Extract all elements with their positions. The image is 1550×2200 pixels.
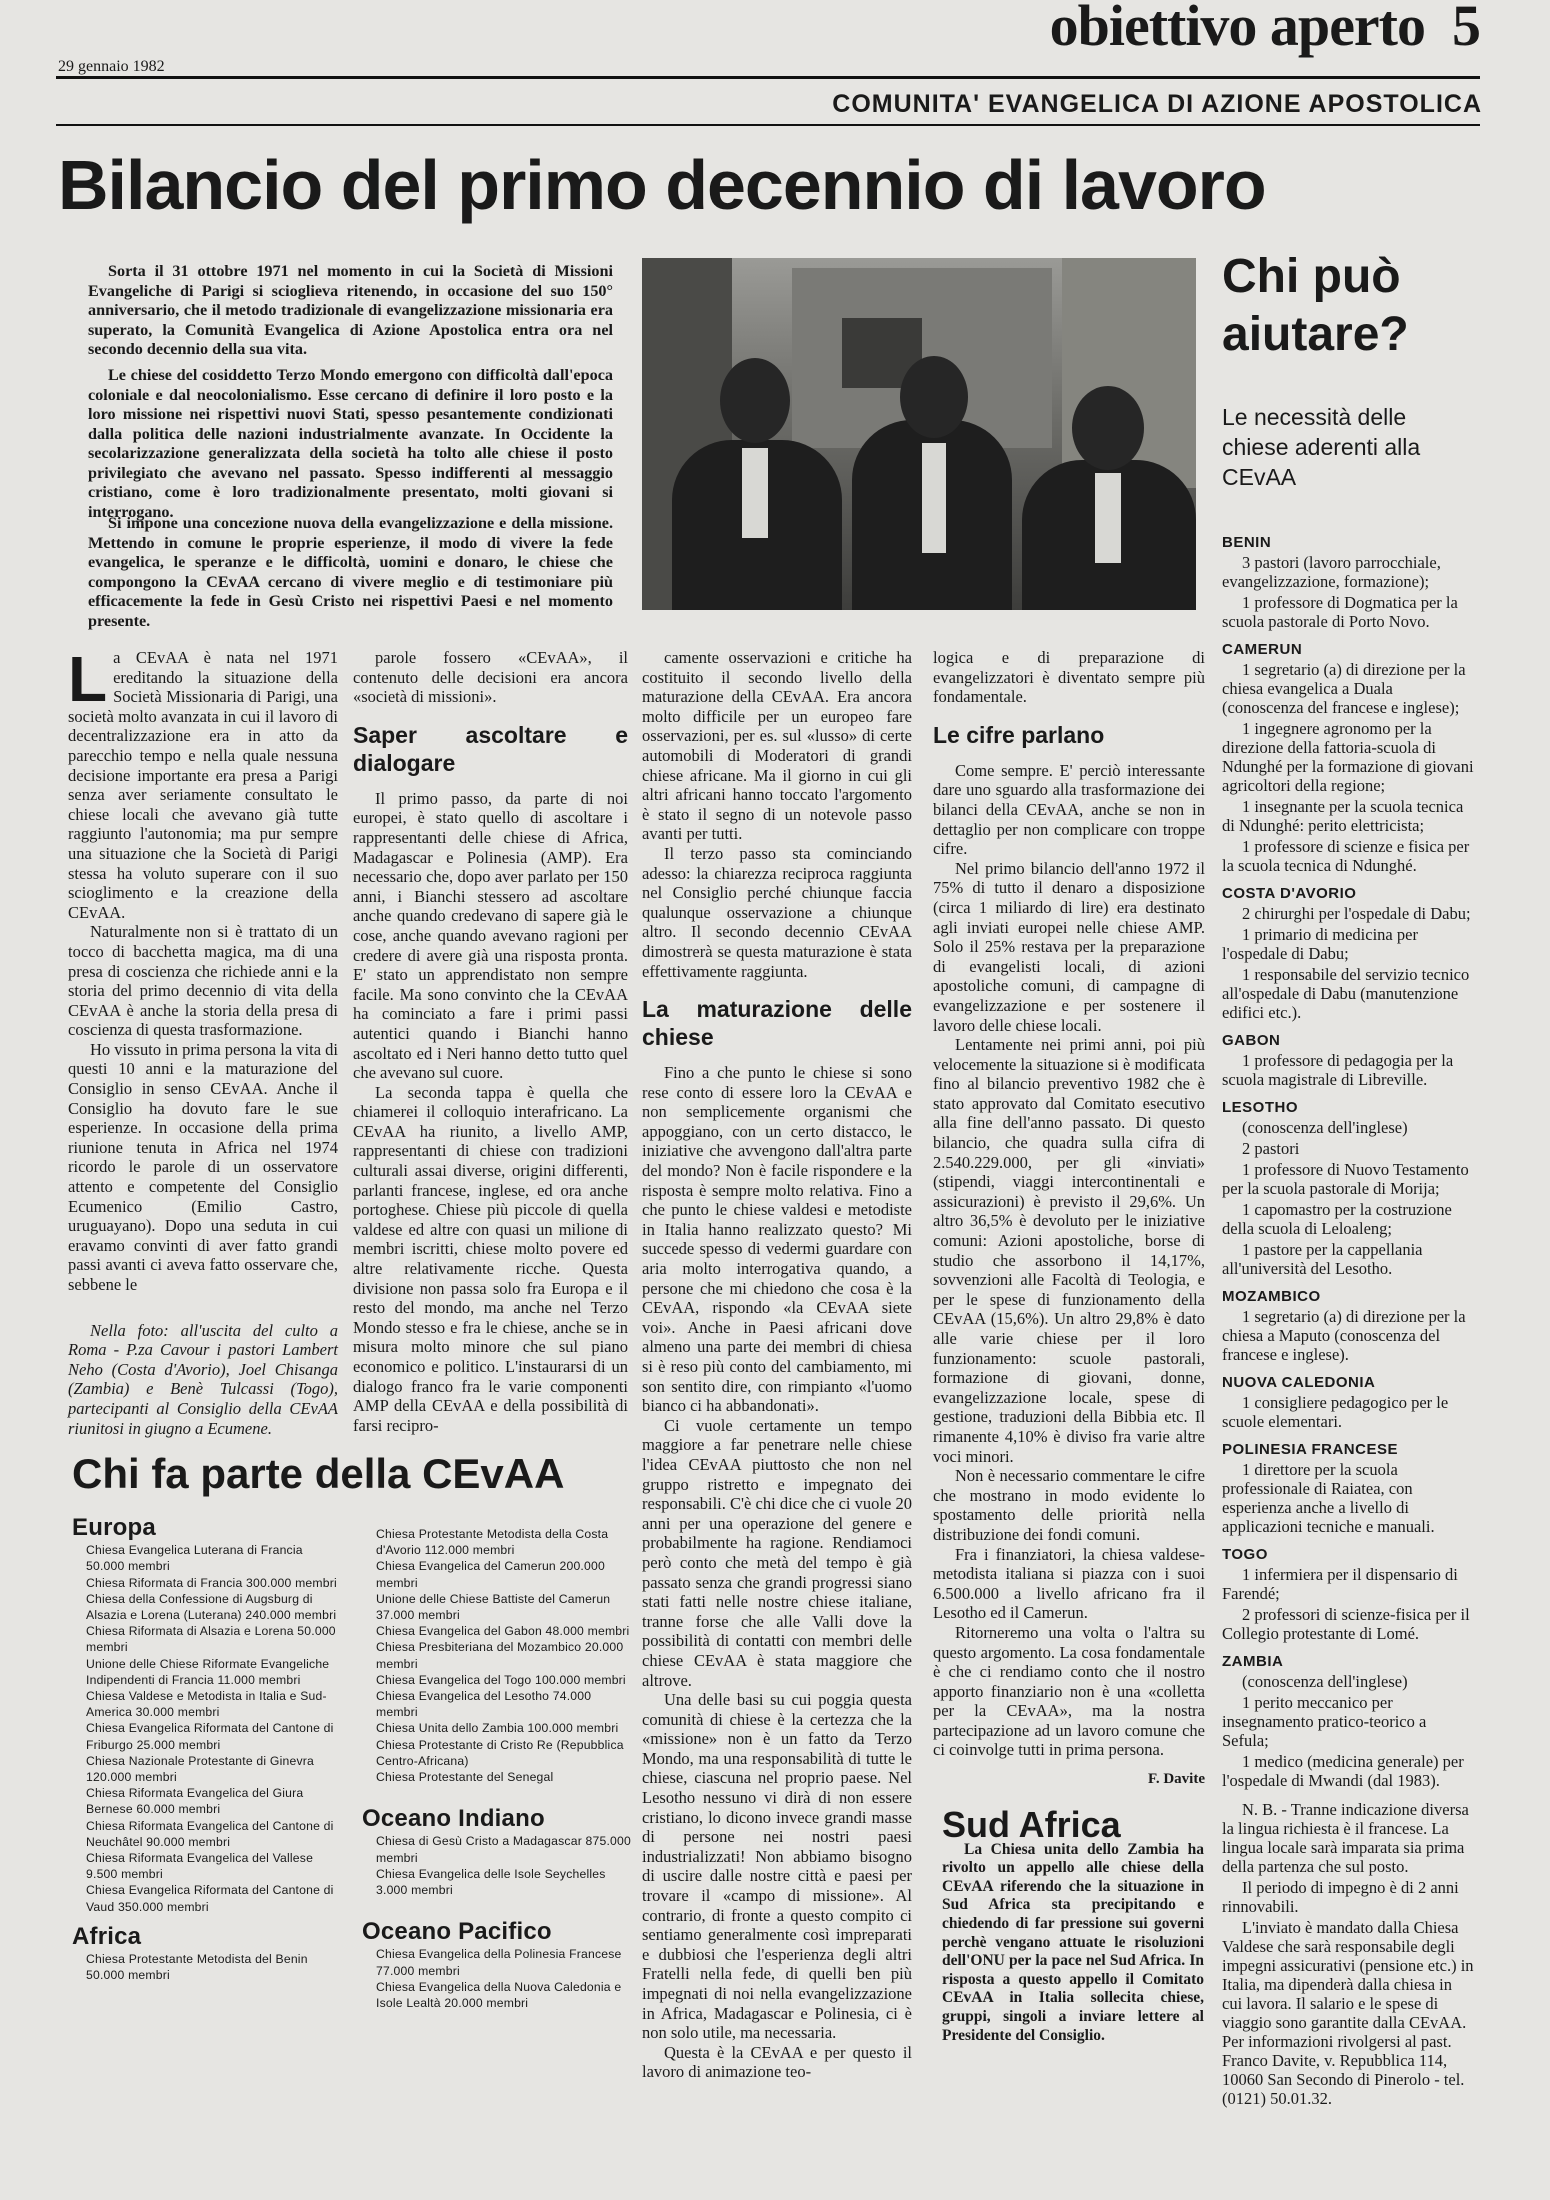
paragraph: parole fossero «CEvAA», il contenuto delle decisioni era ancora «società di missioni».	[353, 648, 628, 707]
subheading: Saper ascoltare e dialogare	[353, 721, 628, 776]
list-item: Chiesa Protestante Metodista del Benin 50.000 membri	[86, 1952, 308, 1983]
page-date: 29 gennaio 1982	[58, 58, 165, 75]
list-item: Chiesa Unita dello Zambia 100.000 membri	[376, 1721, 619, 1736]
region-title: Oceano Indiano	[362, 1805, 545, 1833]
photo-three-pastors	[642, 258, 1196, 610]
intro-paragraph: Sorta il 31 ottobre 1971 nel momento in cui la Società di Missioni Evangeliche di Parigi si scioglieva ritenendo, in occasione del suo 150° anniversario, che il metodo tradizionale di evangelizzazione missionaria era superato, la Comunità Evangelica di Azione Apostolica entra ora nel secondo decennio della sua vita.	[88, 262, 613, 358]
need-item: 2 chirurghi per l'ospedale di Dabu;	[1242, 904, 1471, 923]
list-item: Chiesa Evangelica delle Isole Seychelles 3.000 membri	[376, 1866, 606, 1898]
list-item: Chiesa Evangelica della Polinesia Francese 77.000 membri	[376, 1947, 622, 1978]
article-column-3	[642, 648, 912, 2082]
main-headline: Bilancio del primo decennio di lavoro	[58, 146, 1266, 224]
sidebar-subtitle: Le necessità delle chiese aderenti alla CEvAA	[1222, 404, 1421, 490]
country-heading: CAMERUN	[1222, 641, 1303, 658]
paragraph: Ritorneremo una volta o l'altra su questo argomento. La cosa fondamentale è che ci rendiamo conto che il nostro apporto finanziario non è una «colletta per la CEvAA», ma la nostra partecipazione ad un lavoro comune che ci coinvolge tutti in prima persona.	[933, 1622, 1205, 1760]
list-item: Chiesa Valdese e Metodista in Italia e Sud-America 30.000 membri	[86, 1689, 327, 1720]
paragraph: Fra i finanziatori, la chiesa valdese-metodista italiana si piazza con i suoi 6.500.000 a livello africano fra il Lesotho ed il Camerun.	[933, 1544, 1205, 1623]
note-paragraph: N. B. - Tranne indicazione diversa la lingua richiesta è il francese. La lingua locale sarà imparata sia prima della partenza che sul posto.	[1222, 1800, 1469, 1876]
paragraph: Nel primo bilancio dell'anno 1972 il 75% di tutto il denaro a disposizione (circa 1 miliardo di lire) era destinato agli inviati europei nelle chiese AMP. Solo il 25% restava per la preparazione di evangelisti locali, di azioni apostoliche comuni, di campagne di evangelizzazione e per sostenere il lavoro delle chiese locali.	[933, 858, 1205, 1035]
banner-rule	[56, 124, 1480, 126]
need-item: 1 consigliere pedagogico per le scuole elementari.	[1222, 1393, 1449, 1431]
needs-list	[1222, 524, 1474, 2110]
need-item: (conoscenza dell'inglese)	[1242, 1118, 1408, 1137]
paragraph: a CEvAA è nata nel 1971 ereditando la situazione della Società Missionaria di Parigi, una società molto avanzata in cui il lavoro di decentralizzazione era in atto da parecchio tempo e nella quale nessuna decisione importante era presa a Parigi senza aver seriamente consultato le chiese locali che avevano già tutte raggiunto l'autonomia; ma pur sempre una situazione che la Società di Parigi stessa ha voluto superare con il suo scioglimento e la creazione della CEvAA.	[68, 648, 338, 922]
list-item: Chiesa Evangelica del Togo 100.000 membri	[376, 1672, 626, 1687]
masthead-rule	[56, 76, 1480, 79]
page-number: 5	[1452, 0, 1480, 58]
list-item: Chiesa Riformata Evangelica del Cantone di Neuchâtel 90.000 membri	[86, 1818, 334, 1849]
list-item: Chiesa Evangelica del Gabon 48.000 membri	[376, 1624, 630, 1639]
paragraph: Ho vissuto in prima persona la vita di questi 10 anni e la maturazione del Consiglio in senso CEvAA. Anche il Consiglio ha dovuto fare le sue esperienze. In occasione della prima riunione tenuta in Africa nel 1974 ricordo le parole di un osservatore attento e competente del Consiglio Ecumenico (Emilio Castro, uruguayano). Dopo una seduta in cui eravamo convinti di aver fatto grandi passi avanti ci aveva fatto osservare che, sebbene le	[68, 1039, 338, 1294]
list-item: Chiesa Protestante di Cristo Re (Repubblica Centro-Africana)	[376, 1737, 624, 1768]
need-item: 1 perito meccanico per insegnamento pratico-teorico a Sefula;	[1222, 1693, 1427, 1750]
author-signature: F. Davite	[1148, 1771, 1205, 1788]
need-item: 1 segretario (a) di direzione per la chiesa a Maputo (conoscenza del francese e inglese).	[1222, 1307, 1466, 1364]
paragraph: Ci vuole certamente un tempo maggiore a far penetrare nelle chiese l'idea CEvAA piuttosto che non nel gruppo ristretto e impegnato dei responsabili. C'è chi dice che ci vuole 20 anni per una operazione del genere e probabilmente ha ragione. Rendiamoci però conto che metà del tempo è già passato senza che grandi progressi siano stati fatti nelle nostre chiese italiane, tranne forse che alle Valli dove la possibilità di contatti con membri delle chiese CEvAA è stata maggiore che altrove.	[642, 1415, 912, 1690]
intro-paragraph: Si impone una concezione nuova della evangelizzazione e della missione. Mettendo in comune le proprie esperienze, il modo di vivere la fede evangelica, le speranze e le difficoltà, uomini e donaro, le chiese che compongono la CEvAA cercano di vivere meglio e di testimoniare più efficacemente la fede in Gesù Cristo nei rispettivi Paesi e nel momento presente.	[88, 514, 613, 630]
section-banner: COMUNITA' EVANGELICA DI AZIONE APOSTOLICA	[832, 90, 1482, 118]
publication-name: obiettivo aperto	[1049, 0, 1425, 58]
sud-africa-box	[942, 1804, 1204, 2045]
list-item: Chiesa Evangelica del Camerun 200.000 membri	[376, 1559, 605, 1590]
region-title: Europa	[72, 1514, 156, 1541]
members-list-left	[72, 1514, 344, 1983]
list-item: Chiesa Riformata di Alsazia e Lorena 50.000 membri	[86, 1624, 336, 1655]
sidebar-title: Chi può aiutare?	[1222, 250, 1409, 361]
region-title: Oceano Pacifico	[362, 1918, 552, 1946]
need-item: 1 capomastro per la costruzione della scuola di Leloaleng;	[1222, 1200, 1452, 1238]
country-heading: NUOVA CALEDONIA	[1222, 1374, 1376, 1391]
list-item: Chiesa Riformata di Francia 300.000 membri	[86, 1575, 337, 1590]
list-item: Chiesa Presbiteriana del Mozambico 20.000 membri	[376, 1640, 624, 1671]
paragraph: Il terzo passo sta cominciando adesso: la chiarezza reciproca raggiunta nel Consiglio perché chiunque faccia qualunque osservazione a chiunque altro. Il secondo decennio CEvAA dimostrerà se questa maturazione è stata effettivamente raggiunta.	[642, 843, 912, 981]
country-heading: LESOTHO	[1222, 1099, 1299, 1116]
paragraph: Lentamente nei primi anni, poi più velocemente la situazione si è modificata fino al bilancio preventivo 1982 che è stato approvato dal Comitato esecutivo alla fine dell'anno passato. Di questo bilancio, che quadra sulla cifra di 2.540.229.000, per gli «inviati» (stipendi, viaggi intercontinentali e assicurazioni) è previsto il 29,6%. Un altro 36,5% è devoluto per le iniziative comuni: Azioni apostoliche, borse di studio che assorbono il 14,17%, sovvenzioni alle Facoltà di Teologia, e per le spese di funzionamento della CEvAA (15,6%). Un altro 29,8% è dato alle varie chiese per il loro funzionamento: scuole pastorali, formazione di giovani, donne, evangelizzazione locale, spese di gestione, traduzioni della Bibbia etc. Il rimanente 4,10% è diviso fra varie altre voci minori.	[933, 1035, 1205, 1466]
members-title: Chi fa parte della CEvAA	[72, 1450, 565, 1497]
article-column-1	[68, 643, 338, 1438]
need-item: 1 medico (medicina generale) per l'ospedale di Mwandi (dal 1983).	[1222, 1752, 1464, 1790]
country-heading: BENIN	[1222, 534, 1272, 551]
country-heading: MOZAMBICO	[1222, 1288, 1321, 1305]
need-item: 1 professore di Dogmatica per la scuola pastorale di Porto Novo.	[1222, 593, 1458, 631]
country-heading: COSTA D'AVORIO	[1222, 885, 1357, 902]
list-item: Chiesa Evangelica del Lesotho 74.000 membri	[376, 1689, 592, 1720]
need-item: 1 pastore per la cappellania all'università del Lesotho.	[1222, 1240, 1423, 1278]
list-item: Unione delle Chiese Riformate Evangeliche Indipendenti di Francia 11.000 membri	[86, 1656, 330, 1687]
note-paragraph: Il periodo di impegno è di 2 anni rinnovabili.	[1222, 1878, 1459, 1916]
list-item: Chiesa Protestante Metodista della Costa d'Avorio 112.000 membri	[376, 1527, 609, 1558]
need-item: 1 professore di Nuovo Testamento per la scuola pastorale di Morija;	[1222, 1160, 1469, 1198]
subheading: Le cifre parlano	[933, 721, 1105, 748]
paragraph: camente osservazioni e critiche ha costituito il secondo livello della maturazione della CEvAA. Era ancora molto difficile per un europeo fare osservazioni, per es. sul «lusso» di certe automobili di Moderatori di grandi chiese africane. Ma il giorno in cui gli altri africani hanno toccato l'argomento è stato il segno di un notevole passo avanti per tutti.	[642, 648, 912, 844]
need-item: 1 infermiera per il dispensario di Farendé;	[1222, 1565, 1458, 1603]
list-item: Chiesa Riformata Evangelica del Giura Bernese 60.000 membri	[86, 1786, 304, 1817]
region-title: Africa	[72, 1922, 142, 1950]
list-item: Chiesa Evangelica della Nuova Caledonia e Isole Lealtà 20.000 membri	[376, 1979, 622, 2011]
country-heading: POLINESIA FRANCESE	[1222, 1441, 1398, 1458]
need-item: 1 segretario (a) di direzione per la chiesa evangelica a Duala (conoscenza del francese e inglese);	[1222, 660, 1466, 717]
note-paragraph: L'inviato è mandato dalla Chiesa Valdese che sarà responsabile degli impegni assicurativi (pensione etc.) in Italia, ma dipenderà dalla chiesa in cui lavora. Il salario e le spese di viaggio sono garantite dalla CEvAA. Per informazioni rivolgersi al past. Franco Davite, v. Repubblica 114, 10060 San Secondo di Pinerolo - tel. (0121) 50.01.32.	[1222, 1918, 1474, 2108]
paragraph: Non è necessario commentare le cifre che mostrano in modo evidente lo spostamento delle priorità nella distribuzione dei fondi comuni.	[933, 1466, 1205, 1544]
paragraph: La Chiesa unita dello Zambia ha rivolto un appello alle chiese della CEvAA riferendo che la situazione in Sud Africa sta precipitando e chiedendo di far pressione sui governi perchè vengano attuate le risoluzioni dell'ONU per la pace nel Sud Africa. In risposta a questo appello il Comitato CEvAA in Italia sollecita chiese, gruppi, singoli a inviare lettere al Presidente del Consiglio.	[942, 1840, 1204, 2044]
need-item: 1 insegnante per la scuola tecnica di Ndunghé: perito elettricista;	[1222, 797, 1464, 835]
need-item: 1 direttore per la scuola professionale di Raiatea, con esperienza anche a livello di applicazioni tecniche e manuali.	[1222, 1460, 1435, 1536]
drop-cap: L	[68, 643, 108, 715]
list-item: Chiesa Nazionale Protestante di Ginevra 120.000 membri	[86, 1753, 314, 1785]
need-item: 1 responsabile del servizio tecnico all'ospedale di Dabu (manutenzione edifici etc.).	[1222, 965, 1470, 1022]
list-item: Unione delle Chiese Battiste del Camerun 37.000 membri	[376, 1591, 611, 1623]
list-item: Chiesa Evangelica Riformata del Cantone di Friburgo 25.000 membri	[86, 1721, 334, 1752]
need-item: 2 professori di scienze-fisica per il Collegio protestante di Lomé.	[1222, 1605, 1470, 1643]
list-item: Chiesa della Confessione di Augsburg di Alsazia e Lorena (Luterana) 240.000 membri	[86, 1591, 337, 1623]
country-heading: TOGO	[1222, 1546, 1268, 1563]
subheading: La maturazione delle chiese	[642, 996, 912, 1051]
need-item: 1 professore di pedagogia per la scuola magistrale di Libreville.	[1222, 1051, 1454, 1089]
paragraph: Una delle basi su cui poggia questa comunità di chiese è la certezza che la «missione» non è un fatto da Terzo Mondo, ma una responsabilità di tutte le chiese, ciascuna nel proprio paese. Nel Lesotho nessuno vi dirà di non essere cristiano, lo dicono invece grandi masse di persone nei nostri paesi industrializzati! Non abbiamo bisogno di uscire dalle nostre città e paesi per trovare il «campo di missione». Al contrario, di fronte a questo compito ci sentiamo generalmente così impreparati e dubbiosi che l'esperienza degli altri Fratelli nella fede, di quelli ben più impegnati di noi nella evangelizzazione in Africa, Madagascar e Polinesia, ci è non solo utile, ma necessaria.	[642, 1690, 912, 2043]
list-item: Chiesa Protestante del Senegal	[376, 1770, 554, 1785]
need-item: 2 pastori	[1242, 1139, 1300, 1158]
list-item: Chiesa di Gesù Cristo a Madagascar 875.000 membri	[376, 1834, 631, 1865]
country-heading: ZAMBIA	[1222, 1653, 1284, 1670]
paragraph: Fino a che punto le chiese si sono rese conto di essere loro la CEvAA e non semplicemente organismi che appoggiano, con un certo distacco, le iniziative che avvengono dall'altra parte del mondo? Non è facile rispondere e la risposta è sempre molto relativa. Fino a che punto le chiese valdesi e metodiste in Italia hanno realizzato questo? Mi succede spesso di vedermi guardare con aria molto interrogativa quando, a persone che mi chiedono che cosa è la CEvAA, rispondo «la CEvAA siete voi». Anche in Paesi africani dove almeno una parte dei membri di chiesa si è reso più conto del cambiamento, mi son sentito dire, con rimpianto «l'uomo bianco ci ha abbandonati».	[642, 1063, 912, 1416]
masthead-title	[1050, 0, 1480, 59]
paragraph: La seconda tappa è quella che chiamerei il colloquio interafricano. La CEvAA ha riunito, a livello AMP, rappresentanti di chiese con tradizioni culturali assai diverse, origini differenti, parlanti francese, inglese, ed ora anche portoghese. Chiese più piccole di quella valdese ed altre con quasi un milione di membri iscritti, chiese molto povere ed altre relativamente ricche. Questa divisione non passa solo fra Europa e il resto del mondo, ma anche nel Terzo Mondo stesso e fra le chiese, anche se in misura molto minore che sul piano economico e politico. L'instaurarsi di un dialogo franco fra le varie componenti AMP della CEvAA e della possibilità di farsi recipro-	[353, 1082, 628, 1435]
paragraph: Naturalmente non si è trattato di un tocco di bacchetta magica, ma di una presa di coscienza che richiede anni e la storia del primo decennio di vita della CEvAA è anche la storia della presa di coscienza di questa trasformazione.	[68, 922, 338, 1040]
need-item: 1 ingegnere agronomo per la direzione della fattoria-scuola di Ndunghé per la formazione di giovani agricoltori della regione;	[1222, 719, 1474, 795]
sud-africa-title: Sud Africa	[942, 1804, 1121, 1845]
members-list-right	[362, 1526, 632, 2011]
paragraph: Come sempre. E' perciò interessante dare uno sguardo alla trasformazione dei bilanci della CEvAA, anche se non in dettaglio per non complicare con troppe cifre.	[933, 760, 1205, 859]
paragraph: Questa è la CEvAA e per questo il lavoro di animazione teo-	[642, 2042, 912, 2082]
list-item: Chiesa Evangelica Luterana di Francia 50.000 membri	[86, 1543, 303, 1574]
article-column-4	[933, 648, 1205, 1790]
need-item: 1 primario di medicina per l'ospedale di Dabu;	[1222, 925, 1418, 963]
paragraph: logica e di preparazione di evangelizzatori è diventato sempre più fondamentale.	[933, 648, 1205, 707]
intro-paragraph: Le chiese del cosiddetto Terzo Mondo emergono con difficoltà dall'epoca coloniale e dal neocolonialismo. Esse cercano di definire il loro posto e la loro missione nei rispettivi nuovi Stati, spesso pesantemente condizionati dalla politica delle nazioni industrialmente avanzate. In Occidente la secolarizzazione generalizzata della società ha tolto alle chiese il posto privilegiato che avevano nel passato. Spesso indifferenti al messaggio cristiano, come è loro tradizionalmente presentato, molti giovani si interrogano.	[88, 366, 613, 521]
need-item: (conoscenza dell'inglese)	[1242, 1672, 1408, 1691]
paragraph: Il primo passo, da parte di noi europei, è stato quello di ascoltare i rappresentanti delle chiese di Africa, Madagascar e Polinesia (AMP). Era necessario che, dopo aver parlato per 150 anni, i Bianchi stessero ad ascoltare anche quando credevano di sapere già le cose, anche quando avevano ragioni per credere di avere già una risposta pronta. E' stato un apprendistato non sempre facile. Ma sono convinto che la CEvAA ha cominciato a fare i primi passi autentici quando i Bianchi hanno ascoltato ed i Neri hanno detto tutto quel che avevano sul cuore.	[353, 788, 628, 1083]
photo-caption: Nella foto: all'uscita del culto a Roma - P.za Cavour i pastori Lambert Neho (Costa d'Avorio), Joel Chisanga (Zambia) e Benè Tulcassi (Togo), partecipanti al Consiglio della CEvAA riunitosi in giugno a Ecumene.	[68, 1320, 338, 1438]
country-heading: GABON	[1222, 1032, 1281, 1049]
article-column-2	[353, 648, 628, 1435]
list-item: Chiesa Riformata Evangelica del Vallese 9.500 membri	[86, 1851, 314, 1882]
need-item: 1 professore di scienze e fisica per la scuola tecnica di Ndunghé.	[1222, 837, 1470, 875]
need-item: 3 pastori (lavoro parrocchiale, evangelizzazione, formazione);	[1222, 553, 1441, 591]
list-item: Chiesa Evangelica Riformata del Cantone di Vaud 350.000 membri	[86, 1883, 334, 1914]
